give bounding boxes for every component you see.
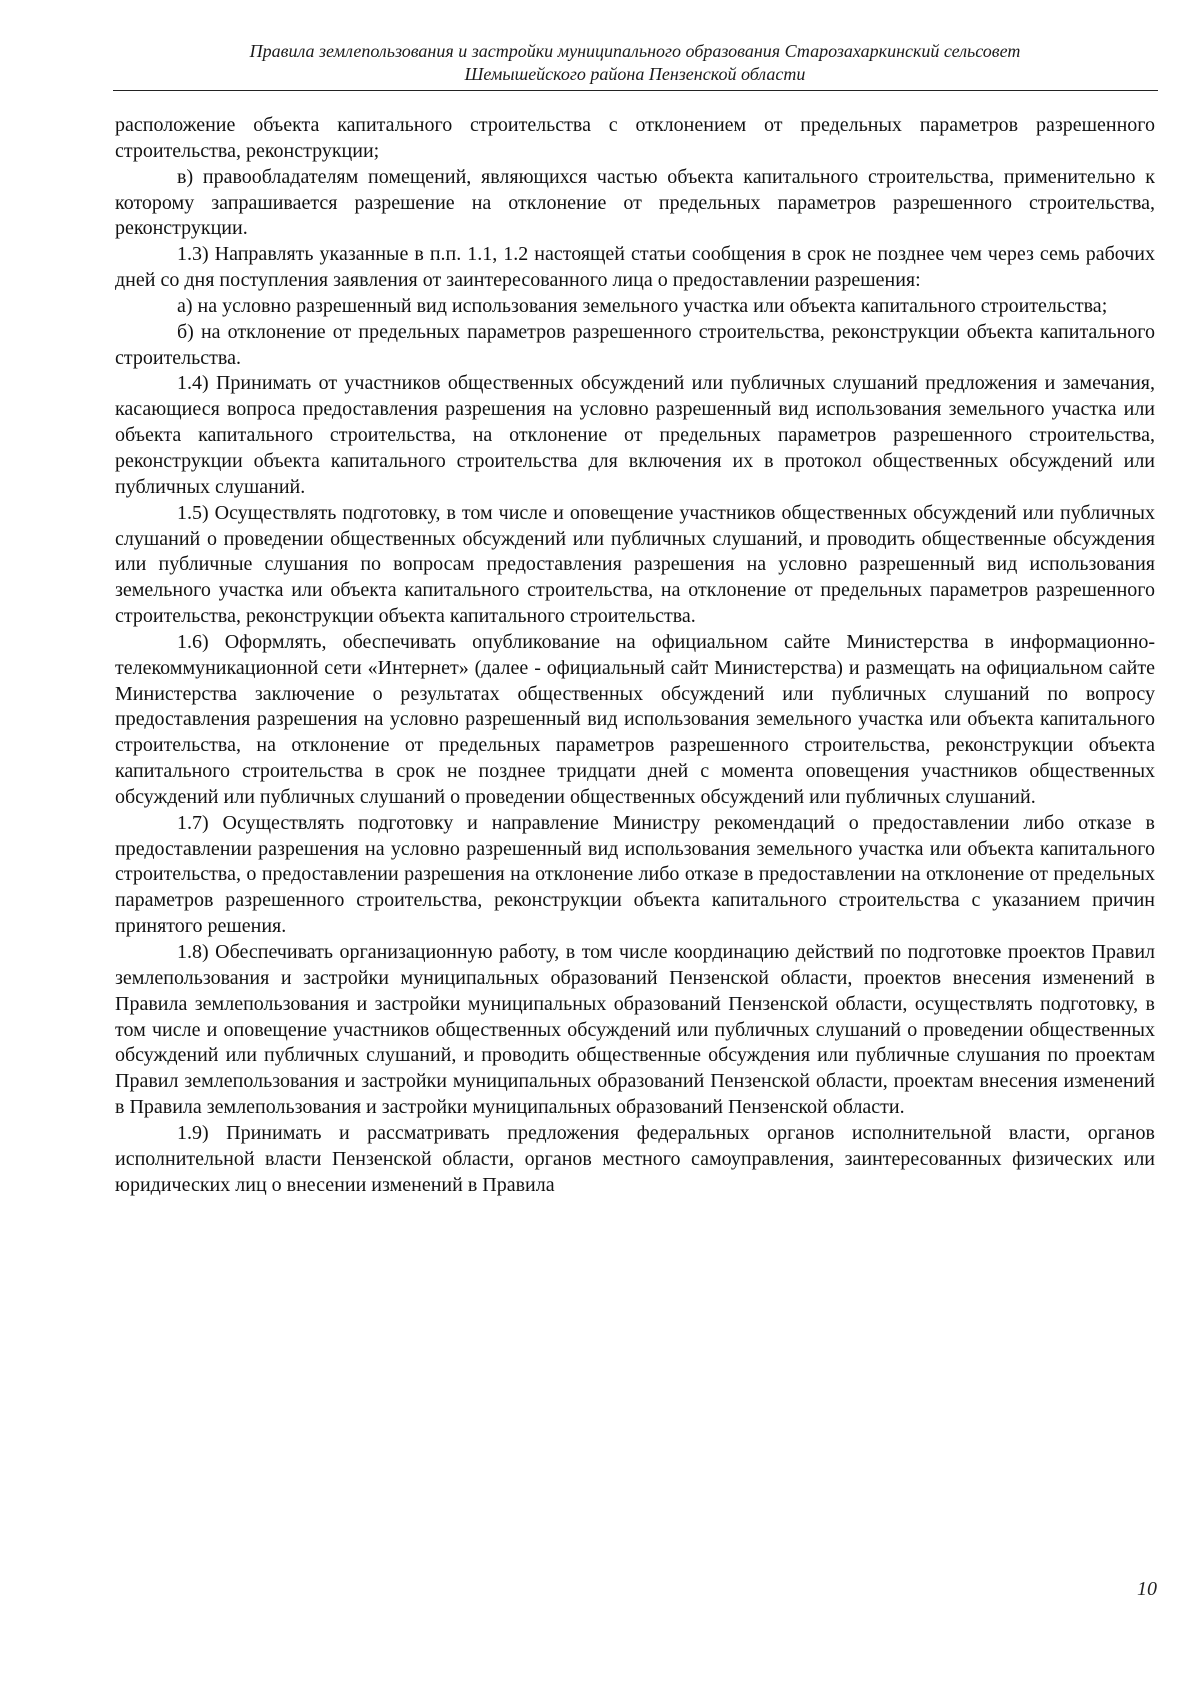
header-divider (113, 90, 1158, 91)
paragraph-1-4: 1.4) Принимать от участников общественных обсуждений или публичных слушаний предложения и замечания, касающиеся вопроса предоставления разрешения на условно разрешенный вид использования земельного участка или объекта капитального строительства, на отклонение от предельных параметров разрешенного строительства, реконструкции объекта капитального строительства для включения их в протокол общественных обсуждений или публичных слушаний. (115, 372, 1155, 498)
document-body (115, 113, 1155, 1198)
paragraph-item-b: б) на отклонение от предельных параметров разрешенного строительства, реконструкции объекта капитального строительства. (115, 320, 1155, 369)
paragraph-1-3: 1.3) Направлять указанные в п.п. 1.1, 1.2 настоящей статьи сообщения в срок не позднее чем через семь рабочих дней со дня поступления заявления от заинтересованного лица о предоставлении разрешения: (115, 243, 1155, 292)
page-number: 10 (1137, 1578, 1157, 1600)
paragraph-item-v: в) правообладателям помещений, являющихся частью объекта капитального строительства, применительно к которому запрашивается разрешение на отклонение от предельных параметров разрешенного строительства, реконструкции. (115, 165, 1155, 240)
paragraph-1-5: 1.5) Осуществлять подготовку, в том числе и оповещение участников общественных обсуждений или публичных слушаний о проведении общественных обсуждений или публичных слушаний, и проводить общественные обсуждения или публичные слушания по вопросам предоставления разрешения на условно разрешенный вид использования земельного участка или объекта капитального строительства, на отклонение от предельных параметров разрешенного строительства, реконструкции объекта капитального строительства. (115, 501, 1155, 628)
paragraph-1-9: 1.9) Принимать и рассматривать предложения федеральных органов исполнительной власти, органов исполнительной власти Пензенской области, органов местного самоуправления, заинтересованных физических или юридических лиц о внесении изменений в Правила (115, 1121, 1155, 1196)
paragraph-item-a: а) на условно разрешенный вид использования земельного участка или объекта капитального строительства; (177, 294, 1108, 317)
running-header-line-1: Правила землепользования и застройки муниципального образования Старозахаркинский сельсовет (249, 41, 1021, 61)
paragraph-continuation: расположение объекта капитального строительства с отклонением от предельных параметров разрешенного строительства, реконструкции; (115, 114, 1155, 162)
paragraph-1-8: 1.8) Обеспечивать организационную работу, в том числе координацию действий по подготовке проектов Правил землепользования и застройки муниципальных образований Пензенской области, проектов внесения изменений в Правила землепользования и застройки муниципальных образований Пензенской области, осуществлять подготовку, в том числе и оповещение участников общественных обсуждений или публичных слушаний о проведении общественных обсуждений или публичных слушаний, и проводить общественные обсуждения или публичные слушания по проектам Правил землепользования и застройки муниципальных образований Пензенской области, проектам внесения изменений в Правила землепользования и застройки муниципальных образований Пензенской области. (115, 941, 1155, 1119)
running-header-line-2: Шемышейского района Пензенской области (464, 64, 806, 84)
paragraph-1-6: 1.6) Оформлять, обеспечивать опубликование на официальном сайте Министерства в информационно-телекоммуникационной сети «Интернет» (далее - официальный сайт Министерства) и размещать на официальном сайте Министерства заключение о результатах общественных обсуждений или публичных слушаний по вопросу предоставления разрешения на условно разрешенный вид использования земельного участка или объекта капитального строительства, на отклонение от предельных параметров разрешенного строительства, реконструкции объекта капитального строительства в срок не позднее тридцати дней с момента оповещения участников общественных обсуждений или публичных слушаний о проведении общественных обсуждений или публичных слушаний. (115, 630, 1155, 808)
running-header (115, 40, 1155, 86)
paragraph-1-7: 1.7) Осуществлять подготовку и направление Министру рекомендаций о предоставлении либо отказе в предоставлении разрешения на условно разрешенный вид использования земельного участка или объекта капитального строительства, о предоставлении разрешения на отклонение либо отказе в предоставлении на отклонение от предельных параметров разрешенного строительства, реконструкции объекта капитального строительства с указанием причин принятого решения. (115, 811, 1155, 938)
